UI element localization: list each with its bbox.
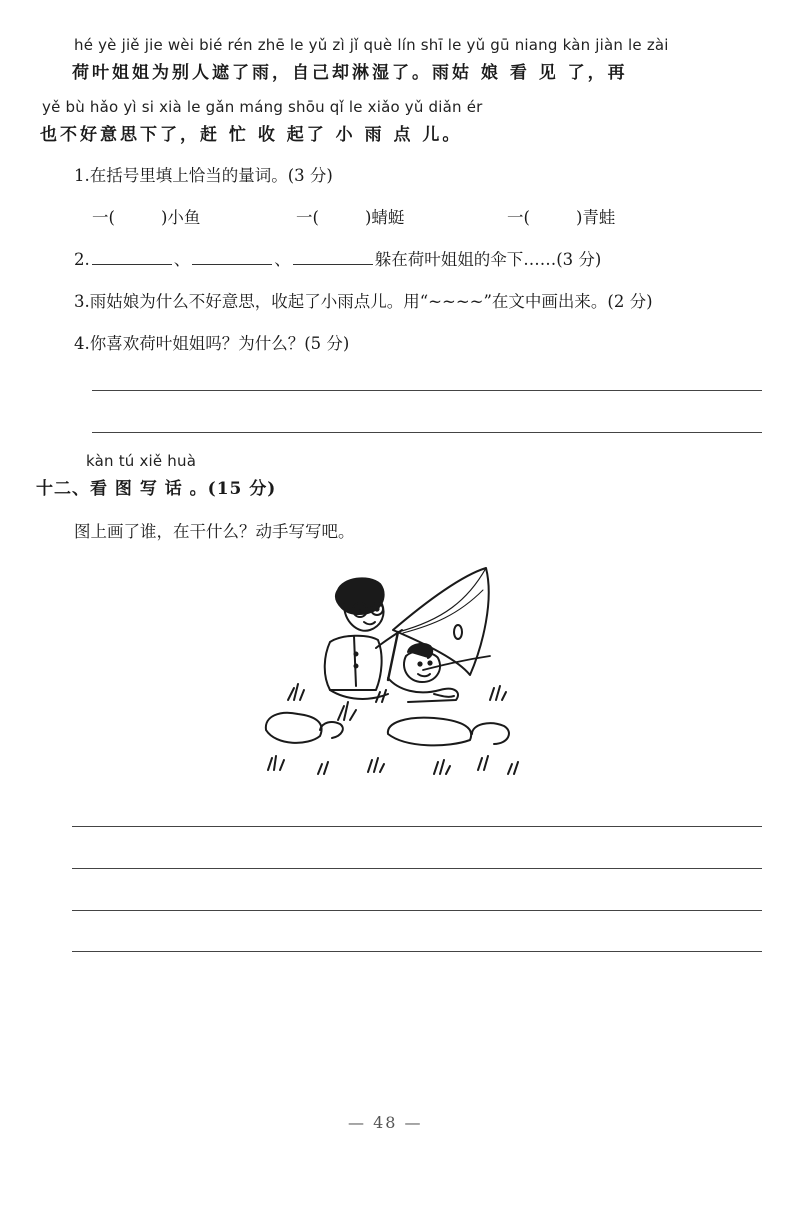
answer-blank-3[interactable]: [293, 250, 373, 265]
question-4: 4.你喜欢荷叶姐姐吗？为什么？(5 分): [74, 334, 350, 353]
grass-tuft: [268, 756, 284, 770]
question-2-number: 2.: [74, 250, 90, 269]
grass-tuft: [508, 762, 518, 774]
measure-word-item-2: [296, 204, 404, 228]
writing-line-1[interactable]: [72, 826, 762, 827]
measure-suffix: )青蛙: [575, 208, 616, 227]
grass-tuft: [338, 702, 356, 720]
measure-prefix: 一(: [92, 208, 115, 227]
grass-tuft: [478, 756, 488, 770]
answer-blank-1[interactable]: [92, 250, 172, 265]
writing-line-4[interactable]: [72, 951, 762, 952]
measure-prefix: 一(: [507, 208, 530, 227]
grass-tuft: [318, 762, 328, 774]
grass-tuft: [288, 684, 304, 700]
answer-blank-2[interactable]: [192, 250, 272, 265]
stone: [266, 713, 322, 743]
leaf-hole: [454, 625, 462, 639]
man-arm: [376, 630, 402, 648]
answer-line-1[interactable]: [92, 390, 762, 391]
question-1: 1.在括号里填上恰当的量词。(3 分): [74, 166, 333, 185]
answer-line-2[interactable]: [92, 432, 762, 433]
grass-tuft: [368, 758, 384, 772]
question-3: 3.雨姑娘为什么不好意思，收起了小雨点儿。用“~~~~”在文中画出来。(2 分): [74, 292, 653, 311]
section-12-prompt: 图上画了谁，在干什么？动手写写吧。: [74, 522, 355, 541]
man-body: [325, 636, 382, 690]
section-12-pinyin: kàn tú xiě huà: [86, 452, 197, 470]
stone: [320, 722, 343, 738]
section-12-title: 十二、看 图 写 话 。(15 分): [36, 479, 277, 499]
page-number: — 48 —: [348, 1113, 423, 1132]
measure-suffix: )蜻蜓: [364, 208, 405, 227]
separator: 、: [274, 250, 291, 269]
grass-tuft: [490, 686, 506, 700]
measure-prefix: 一(: [296, 208, 319, 227]
measure-word-item-1: [92, 204, 200, 228]
passage-line1-text: 荷叶姐姐为别人遮了雨，自己却淋湿了。雨姑 娘 看 见 了，再: [72, 63, 628, 83]
passage-line2-text: 也不好意思下了，赶 忙 收 起了 小 雨 点 儿。: [40, 125, 463, 145]
writing-line-2[interactable]: [72, 868, 762, 869]
question-2-text: 躲在荷叶姐姐的伞下……(3 分): [374, 250, 602, 269]
question-2: [74, 246, 601, 270]
measure-word-item-3: [507, 204, 615, 228]
boy-and-man-under-lotus-leaf-illustration: [258, 560, 536, 785]
measure-suffix: )小鱼: [160, 208, 201, 227]
passage-line2-pinyin: yě bù hǎo yì si xià le gǎn máng shōu qǐ le xiǎo yǔ diǎn ér: [42, 98, 483, 116]
stone: [472, 723, 509, 744]
stone: [388, 718, 471, 746]
grass-tuft: [434, 760, 450, 774]
fishing-rod: [423, 656, 490, 670]
separator: 、: [173, 250, 191, 269]
writing-line-3[interactable]: [72, 910, 762, 911]
passage-line1-pinyin: hé yè jiě jie wèi bié rén zhē le yǔ zì jǐ què lín shī le yǔ gū niang kàn jiàn le zài: [74, 36, 669, 54]
